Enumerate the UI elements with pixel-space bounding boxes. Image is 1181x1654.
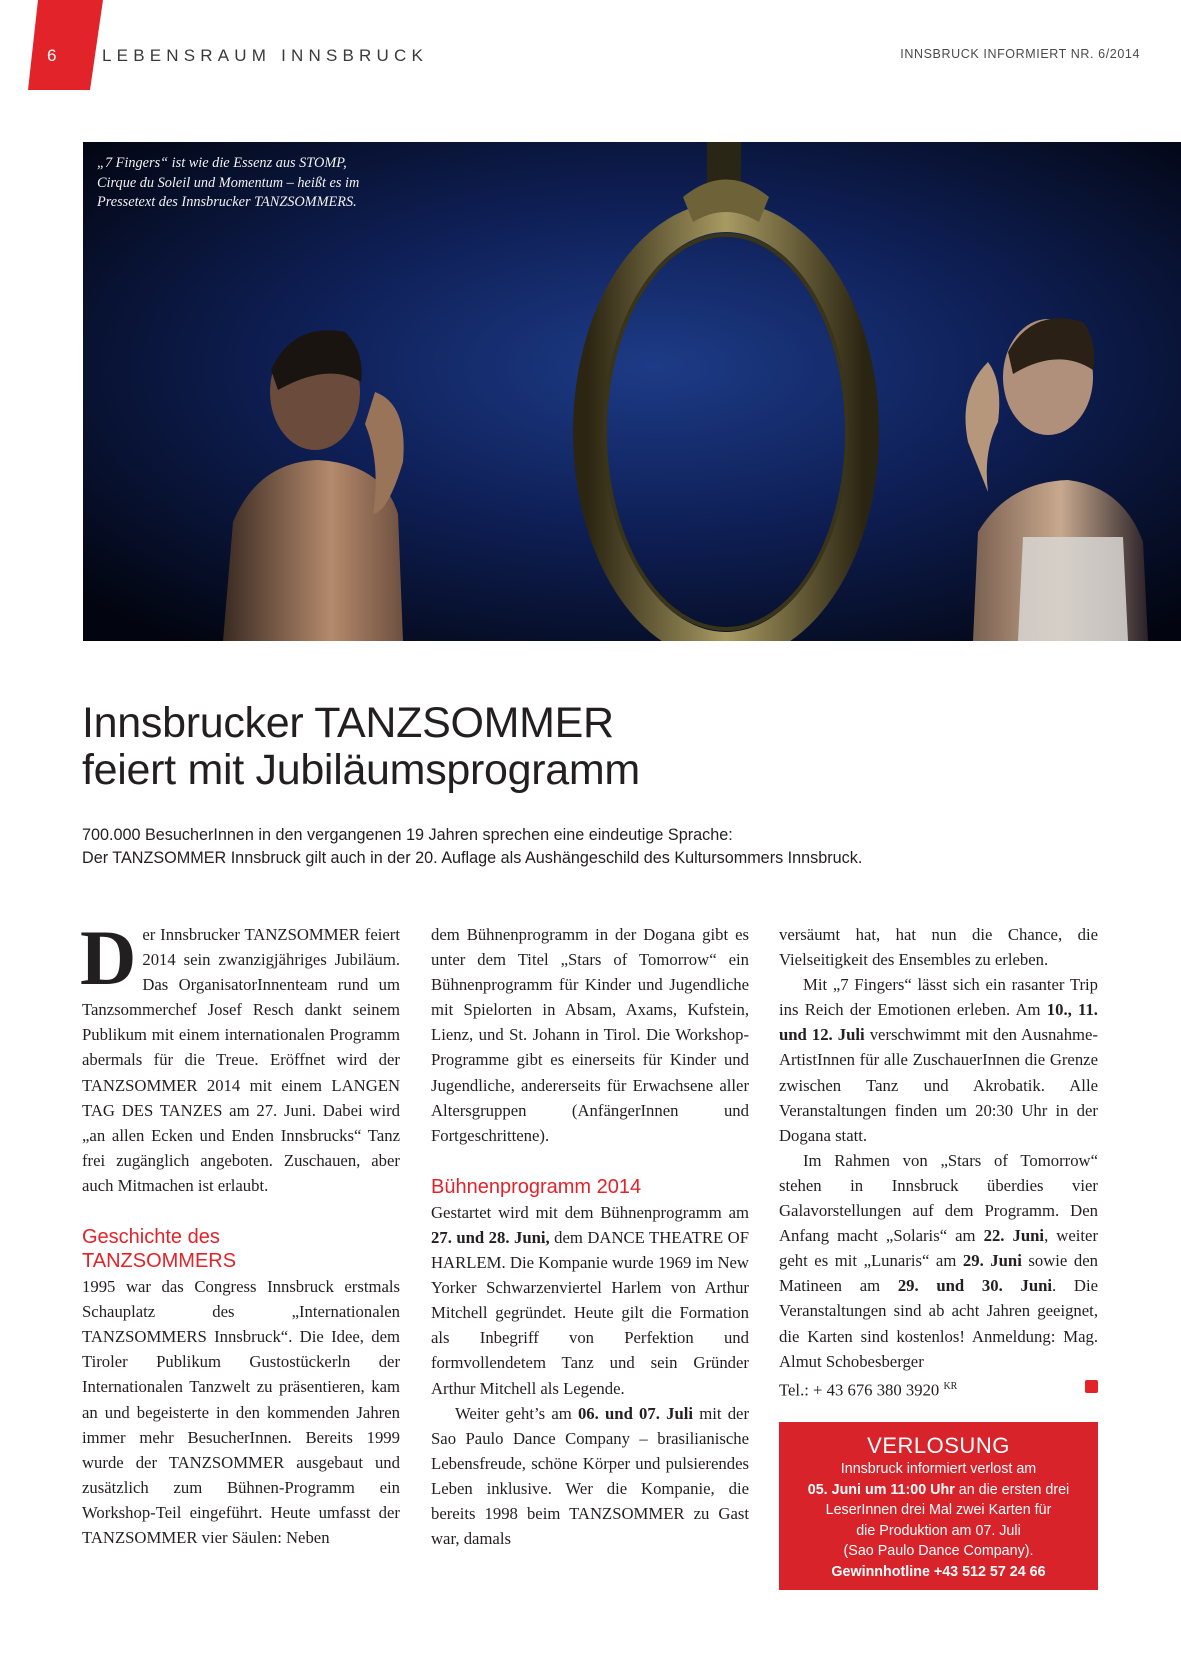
paragraph: 1995 war das Congress Innsbruck erstmals Schauplatz des „Internationalen TANZSOMMERS Innsbruck“. Die Idee, dem Tiroler Publikum Gustostückerln der Internationalen Tanzwelt zu präsentieren, kam an und begeisterte in den kommenden Jahren immer mehr BesucherInnen. Bereits 1999 wurde der TANZSOMMER ausgebaut und zusätzlich zum Bühnen-Programm ein Workshop-Teil eingeführt. Heute umfasst der TANZSOMMER vier Säulen: Neben [82,1277,400,1547]
text-run: Mit „7 Fingers“ lässt sich ein rasanter Trip ins Reich der Emotionen erleben. Am [779,975,1098,1020]
text-run: Weiter geht’s am [455,1403,578,1423]
headline-line: Innsbrucker TANZSOMMER [82,699,614,747]
page-tab-marker [28,0,103,90]
article-photo [83,142,1181,641]
headline-line: feiert mit Jubiläumsprogramm [82,746,640,794]
text-run: an die ersten drei [954,1481,1070,1498]
paragraph [80,914,400,1198]
lead-line: 700.000 BesucherInnen in den vergangenen 19 Jahren sprechen eine eindeutige Sprache: [82,826,733,844]
text-run: . Die Veranstaltungen sind ab acht Jahren geeignet, die Karten sind kostenlos! Anmeldung: Mag. Almut Schobesberger [779,1276,1098,1371]
text-column-3 [779,922,1098,1402]
text-run: dem DANCE THEATRE OF HARLEM. Die Kompanie wurde 1969 im New Yorker Schwarzenviertel Harlem von Arthur Mitchell gegründet. Heute gilt die Formation als Inbegriff von Perfektion und formvollendetem Tanz und sein Gründer Arthur Mitchell als Legende. [431,1227,749,1398]
drop-cap: D [80,914,137,1001]
text-run: verschwimmt mit den Ausnahme-ArtistInnen für alle ZuschauerInnen die Grenze zwischen Tanz und Akrobatik. Alle Veranstaltungen finden um 20:30 Uhr in der Dogana statt. [779,1025,1098,1145]
author-initials: KR [943,1380,958,1392]
raffle-line: Innsbruck informiert verlost am [840,1461,1037,1477]
phone-number: Tel.: + 43 676 380 3920 [779,1380,940,1400]
caption-line: Cirque du Soleil und Momentum – heißt es im [97,174,360,191]
photo-caption [97,154,427,213]
paragraph [431,1401,749,1552]
text-column-2 [431,922,749,1551]
hotline-number: Gewinnhotline +43 512 57 24 66 [831,1563,1046,1580]
issue-label: INNSBRUCK INFORMIERT NR. 6/2014 [900,47,1140,61]
article-lead [82,824,1132,870]
raffle-date: 05. Juni um 11:00 Uhr [807,1481,955,1498]
text-run: Im Rahmen von „Stars of Tomorrow“ stehen in Innsbruck überdies vier Galavorstellungen auf dem Programm. Den Anfang macht „Solaris“ am [779,1150,1098,1246]
article-headline [82,700,640,794]
text-run: , weiter geht es mit „Lunaris“ am [779,1226,1098,1271]
raffle-title: VERLOSUNG [867,1433,1010,1458]
date-emphasis: 06. und 07. Juli [577,1403,694,1423]
date-emphasis: 29. Juni [962,1251,1022,1271]
text-run: mit der Sao Paulo Dance Company – brasilianische Lebensfreude, schöne Körper und pulsierendes Leben inklusive. Wer die Kompanie, die bereits 1998 beim TANZSOMMER zu Gast war, damals [431,1403,750,1549]
raffle-box [779,1422,1098,1590]
text-run: Gestartet wird mit dem Bühnenprogramm am [431,1202,749,1222]
subheading-line: Geschichte des [82,1226,220,1249]
paragraph: versäumt hat, hat nun die Chance, die Vielseitigkeit des Ensembles zu erleben. [779,925,1098,970]
paragraph-text: er Innsbrucker TANZSOMMER feiert 2014 sein zwanzigjähriges Jubiläum. Das OrganisatorInnenteam rund um Tanzsommerchef Josef Resch dankt seinem Publikum mit einem internationalen Programm abermals für die Treue. Eröffnet wird der TANZSOMMER 2014 mit einem LANGEN TAG DES TANZES am 27. Juni. Dabei wird „an allen Ecken und Enden Innsbrucks“ Tanz frei zugänglich angeboten. Zuschauen, aber auch Mitmachen ist erlaubt. [82,925,400,1195]
text-run: sowie den Matineen am [779,1251,1098,1296]
end-mark-icon [1085,1380,1098,1393]
caption-line: „7 Fingers“ ist wie die Essenz aus STOMP, [97,155,347,171]
paragraph [431,1200,749,1401]
section-title: LEBENSRAUM INNSBRUCK [102,46,428,65]
subheading-history [82,1225,400,1273]
text-column-1 [80,914,400,1550]
date-emphasis: 27. und 28. Juni, [431,1227,550,1247]
date-emphasis: 29. und 30. Juni [897,1276,1053,1296]
page-number: 6 [47,46,57,65]
date-emphasis: 10., 11. und 12. Juli [779,1000,1098,1045]
raffle-line: (Sao Paulo Dance Company). [843,1543,1034,1559]
raffle-line: die Produktion am 07. Juli [856,1522,1021,1539]
paragraph [779,972,1098,1148]
subheading-program: Bühnenprogramm 2014 [431,1175,642,1198]
raffle-line: LeserInnen drei Mal zwei Karten für [825,1502,1052,1518]
subheading-line: TANZSOMMERS [82,1250,237,1273]
paragraph: dem Bühnenprogramm in der Dogana gibt es unter dem Titel „Stars of Tomorrow“ ein Bühnenprogramm für Kinder und Jugendliche mit Spielorten in Absam, Axams, Kufstein, Lienz, und St. Johann in Tirol. Die Workshop-Programme gibt es einerseits für Kinder und Jugendliche, andererseits für Erwachsene aller Altersgruppen (AnfängerInnen und Fortgeschrittene). [431,925,749,1145]
date-emphasis: 22. Juni [983,1226,1045,1246]
paragraph [779,1148,1098,1374]
raffle-line [779,1480,1098,1501]
contact-line [779,1374,1098,1403]
lead-line: Der TANZSOMMER Innsbruck gilt auch in der 20. Auflage als Aushängeschild des Kultursommers Innsbruck. [82,849,863,867]
caption-line: Pressetext des Innsbrucker TANZSOMMERS. [97,194,357,210]
raffle-hotline [779,1562,1098,1583]
